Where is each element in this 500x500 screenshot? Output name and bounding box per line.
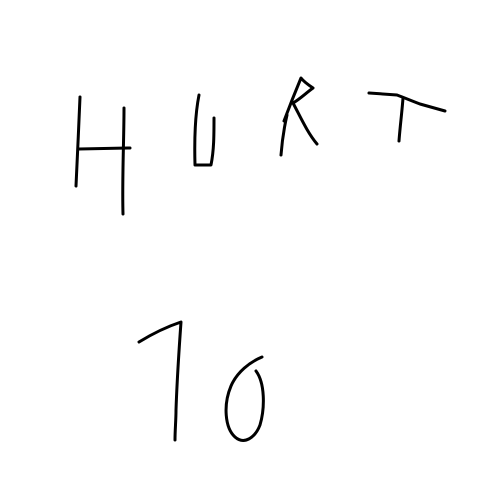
letter-t	[369, 93, 445, 141]
digit-zero	[226, 357, 263, 440]
letter-u	[195, 95, 214, 165]
digit-one	[139, 322, 181, 440]
letter-h	[76, 97, 130, 214]
letter-r	[281, 78, 317, 155]
